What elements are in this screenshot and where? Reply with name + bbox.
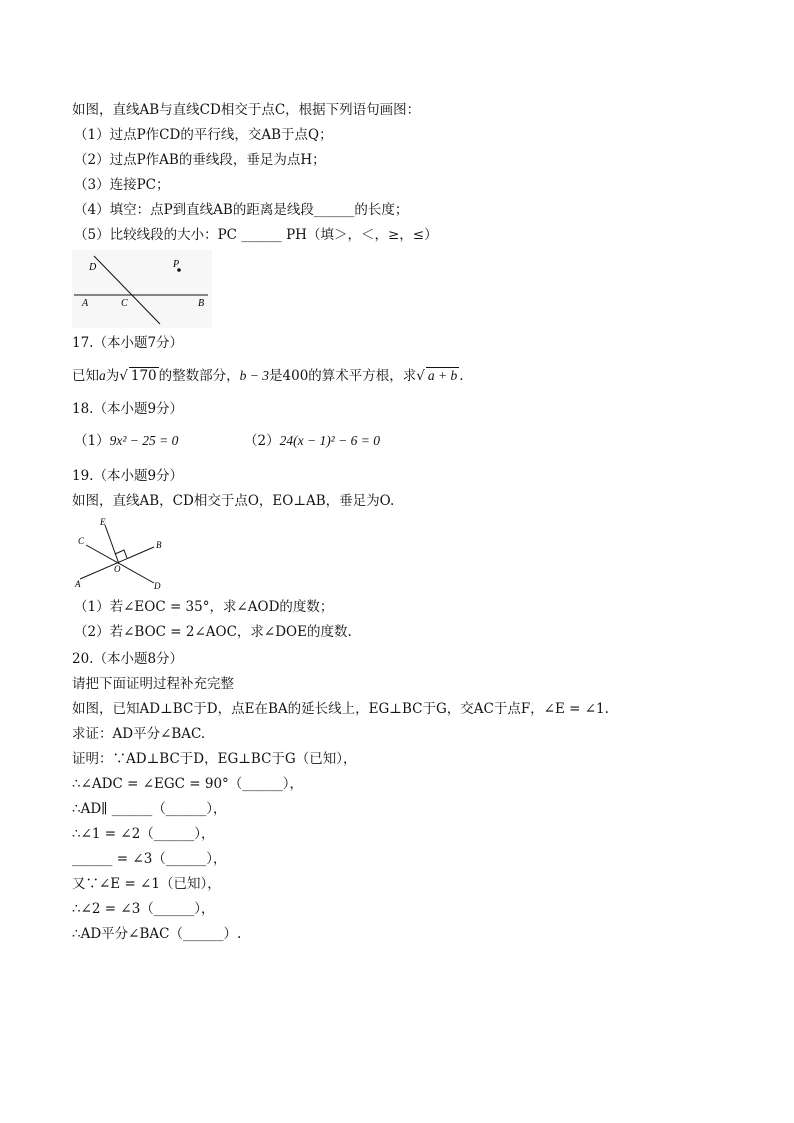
- q17-sqrt-170: 170: [130, 368, 157, 384]
- q16-item-3: （3）连接PC；: [74, 177, 170, 193]
- label-d: D: [154, 581, 161, 591]
- q17-end: .: [459, 368, 464, 384]
- label-c: C: [121, 298, 128, 309]
- q17-var-a: a: [99, 368, 106, 383]
- q19-item-1: （1）若∠EOC = 35°，求∠AOD的度数；: [74, 599, 334, 615]
- q16-item-4: （4）填空：点P到直线AB的距离是线段______的长度；: [74, 202, 409, 218]
- q20-line-6: ∴AD∥ ______（______），: [72, 801, 227, 817]
- q19-item-2: （2）若∠BOC = 2∠AOC，求∠DOE的度数.: [74, 624, 352, 640]
- q20-line-4: 证明：∵AD⊥BC于D，EG⊥BC于G（已知），: [72, 751, 357, 767]
- q20-line-10: ∴∠2 = ∠3（______），: [72, 901, 215, 917]
- q17-mid1: 为: [105, 368, 120, 384]
- q17-body: 已知a为√ 170 的整数部分，b − 3是400的算术平方根，求√ a + b .: [72, 368, 464, 384]
- q18-p1-label: （1）: [74, 433, 110, 449]
- q16-figure: [72, 250, 212, 328]
- q20-line-1: 请把下面证明过程补充完整: [72, 676, 234, 692]
- label-o: O: [114, 564, 121, 574]
- q16-item-5: （5）比较线段的大小：PC ______ PH（填＞，＜，≥，≤）: [74, 227, 438, 243]
- q17-pre: 已知: [72, 368, 99, 384]
- q18-p2-label: （2）: [244, 433, 280, 449]
- q17-header: 17.（本小题7分）: [72, 335, 184, 351]
- q16-item-2: （2）过点P作AB的垂线段，垂足为点H；: [74, 152, 326, 168]
- q19-intro: 如图，直线AB，CD相交于点O，EO⊥AB，垂足为O.: [72, 493, 395, 509]
- q19-header: 19.（本小题9分）: [72, 468, 184, 484]
- q16-item-1: （1）过点P作CD的平行线，交AB于点Q；: [74, 127, 333, 143]
- q20-header: 20.（本小题8分）: [72, 651, 184, 667]
- label-b: B: [198, 298, 205, 309]
- label-p: P: [173, 259, 180, 270]
- q18-part2: [244, 432, 380, 450]
- q19-figure: [72, 515, 172, 593]
- label-a: A: [75, 579, 81, 589]
- q17-mid3: 是400的算术平方根，求: [269, 368, 417, 384]
- label-a: A: [82, 298, 89, 309]
- q20-line-7: ∴∠1 = ∠2（______），: [72, 826, 215, 842]
- q17-mid2: 的整数部分，: [158, 368, 240, 384]
- q20-line-2: 如图，已知AD⊥BC于D，点E在BA的延长线上，EG⊥BC于G，交AC于点F，∠E = ∠1.: [72, 701, 609, 717]
- ray-oe: [105, 525, 119, 564]
- q17-b-expr: b − 3: [239, 368, 270, 383]
- q16-intro: 如图，直线AB与直线CD相交于点C，根据下列语句画图：: [72, 102, 421, 118]
- label-d: D: [89, 262, 97, 273]
- label-e: E: [100, 517, 106, 527]
- q20-line-11: ∴AD平分∠BAC（______）.: [72, 926, 242, 942]
- q20-line-5: ∴∠ADC = ∠EGC = 90°（______），: [72, 776, 304, 792]
- line-ab: [80, 547, 154, 579]
- label-c: C: [78, 536, 85, 546]
- q18-p2-expr: 24(x − 1)² − 6 = 0: [279, 433, 380, 448]
- q17-sqrt-ab: a + b: [427, 368, 458, 383]
- q20-line-3: 求证：AD平分∠BAC.: [72, 726, 206, 742]
- label-b: B: [156, 540, 162, 550]
- q20-line-9: 又∵∠E = ∠1（已知），: [72, 876, 221, 892]
- q18-part1: [74, 432, 178, 450]
- q18-p1-expr: 9x² − 25 = 0: [109, 433, 179, 448]
- q18-header: 18.（本小题9分）: [72, 401, 184, 417]
- q20-line-8: ______ = ∠3（______），: [72, 851, 227, 867]
